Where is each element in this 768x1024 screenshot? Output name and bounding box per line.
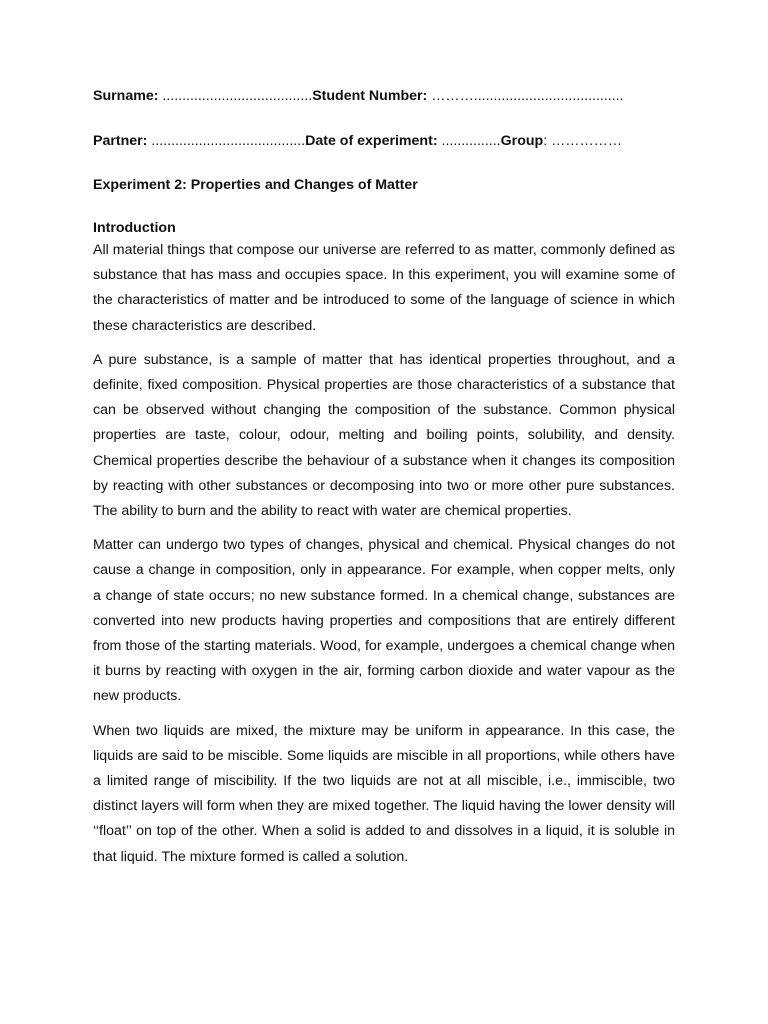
partner-label: Partner:: [93, 133, 148, 149]
partner-row: [93, 131, 675, 151]
document-page: [93, 86, 675, 870]
partner-value: .......................................: [151, 133, 306, 149]
surname-row: [93, 86, 675, 106]
paragraph-miscibility: When two liquids are mixed, the mixture may be uniform in appearance. In this case, the liquids are said to be miscible. Some liquids are miscible in all proportions, while others have a limited range of miscibility. If the two liquids are not at all miscible, i.e., immiscible, two distinct layers will form when they are mixed together. The liquid having the lower density will ‘‘float’’ on top of the other. When a solid is added to and dissolves in a liquid, it is soluble in that liquid. The mixture formed is called a solution.: [93, 722, 675, 865]
paragraph-changes-of-matter: Matter can undergo two types of changes, physical and chemical. Physical changes do not cause a change in composition, only in appearance. For example, when copper melts, only a change of state occurs; no new substance formed. In a chemical change, substances are converted into new products having properties and compositions that are entirely different from those of the starting materials. Wood, for example, undergoes a chemical change when it burns by reacting with oxygen in the air, forming carbon dioxide and water vapour as the new products.: [93, 537, 675, 705]
surname-label: Surname:: [93, 88, 159, 104]
group-value: : ……………: [543, 133, 623, 149]
date-of-experiment-label: Date of experiment:: [305, 133, 438, 149]
date-of-experiment-value: ...............: [441, 133, 501, 149]
paragraph-pure-substance: A pure substance, is a sample of matter that has identical properties throughout, and a definite, fixed composition. Physical properties are those characteristics of a substance that can be observed without changing the composition of the substance. Common physical properties are taste, colour, odour, melting and boiling points, solubility, and density. Chemical properties describe the behaviour of a substance when it changes its composition by reacting with other substances or decomposing into two or more other pure substances. The ability to burn and the ability to react with water are chemical properties.: [93, 351, 675, 520]
experiment-title: Experiment 2: Properties and Changes of Matter: [93, 177, 418, 193]
surname-value: ......................................: [162, 88, 313, 104]
student-number-label: Student Number:: [312, 88, 428, 104]
introduction-heading: Introduction: [93, 220, 176, 236]
student-number-value: ………......................................: [431, 88, 624, 104]
paragraph-matter-definition: All material things that compose our universe are referred to as matter, commonly defined as substance that has mass and occupies space. In this experiment, you will examine some of the characteristics of matter and be introduced to some of the language of science in which these characteristics are described.: [93, 242, 675, 334]
group-label: Group: [500, 133, 544, 149]
